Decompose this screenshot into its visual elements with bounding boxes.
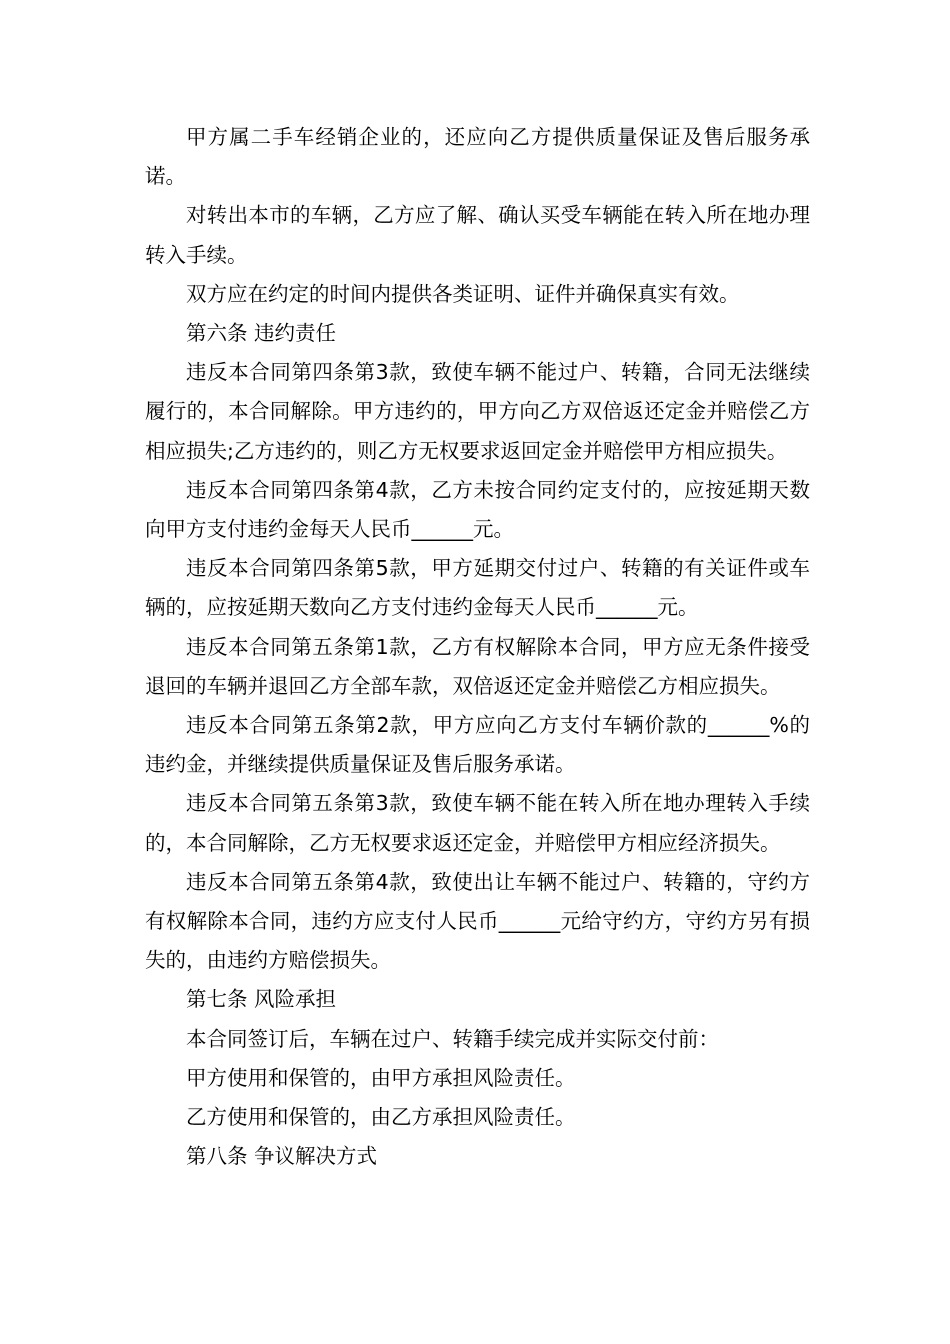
- paragraph-breach-4-5: 违反本合同第四条第5款，甲方延期交付过户、转籍的有关证件或车辆的，应按延期天数向乙方支付违约金每天人民币______元。: [145, 556, 810, 620]
- paragraph-breach-5-3: 违反本合同第五条第3款，致使车辆不能在转入所在地办理转入手续的，本合同解除，乙方无权要求返还定金，并赔偿甲方相应经济损失。: [145, 791, 810, 855]
- paragraph-risk-party-a: 甲方使用和保管的，由甲方承担风险责任。: [186, 1065, 576, 1090]
- paragraph-transfer-out: 对转出本市的车辆，乙方应了解、确认买受车辆能在转入所在地办理转入手续。: [145, 203, 810, 267]
- section-heading-article-6: 第六条 违约责任: [186, 321, 337, 346]
- paragraph-breach-4-4: 违反本合同第四条第4款，乙方未按合同约定支付的，应按延期天数向甲方支付违约金每天人民币______元。: [145, 477, 810, 542]
- paragraph-dealer-warranty: 甲方属二手车经销企业的，还应向乙方提供质量保证及售后服务承诺。: [145, 125, 810, 189]
- paragraph-risk-party-b: 乙方使用和保管的，由乙方承担风险责任。: [186, 1105, 576, 1130]
- paragraph-breach-4-3: 违反本合同第四条第3款，致使车辆不能过户、转籍，合同无法继续履行的，本合同解除。甲方违约的，甲方向乙方双倍返还定金并赔偿乙方相应损失;乙方违约的，则乙方无权要求返回定金并赔偿甲方相应损失。: [145, 360, 810, 463]
- paragraph-breach-5-1: 违反本合同第五条第1款，乙方有权解除本合同，甲方应无条件接受退回的车辆并退回乙方全部车款，双倍返还定金并赔偿乙方相应损失。: [145, 634, 810, 698]
- section-heading-article-8: 第八条 争议解决方式: [186, 1144, 378, 1169]
- paragraph-risk-intro: 本合同签订后，车辆在过户、转籍手续完成并实际交付前：: [186, 1026, 719, 1051]
- paragraph-breach-5-2: 违反本合同第五条第2款，甲方应向乙方支付车辆价款的______%的违约金，并继续提供质量保证及售后服务承诺。: [145, 713, 810, 777]
- section-heading-article-7: 第七条 风险承担: [186, 987, 337, 1012]
- paragraph-breach-5-4: 违反本合同第五条第4款，致使出让车辆不能过户、转籍的，守约方有权解除本合同，违约方应支付人民币______元给守约方，守约方另有损失的，由违约方赔偿损失。: [145, 869, 810, 973]
- document-body: [145, 118, 810, 1176]
- paragraph-documents: 双方应在约定的时间内提供各类证明、证件并确保真实有效。: [186, 281, 740, 306]
